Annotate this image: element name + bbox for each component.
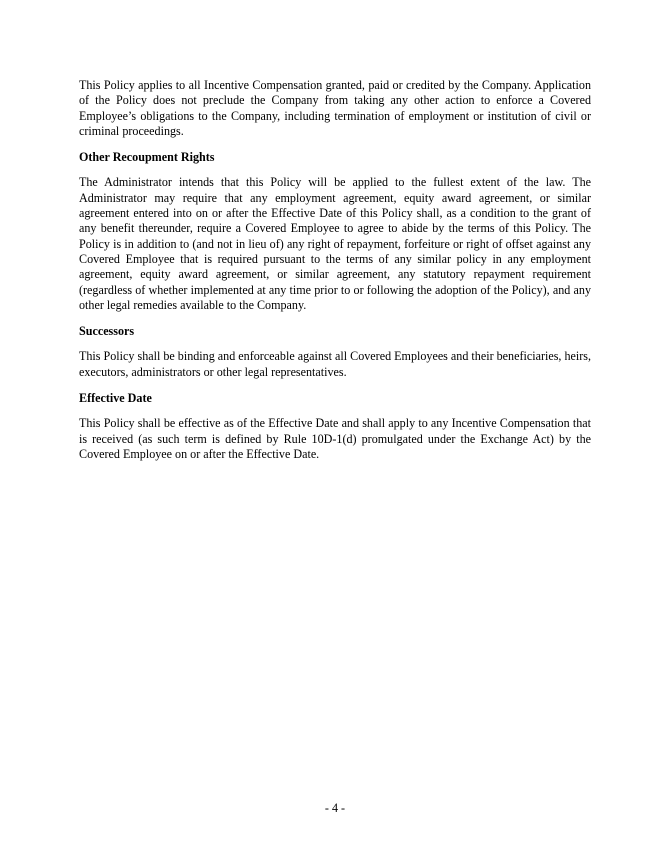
section-body-other-recoupment-rights: The Administrator intends that this Policy will be applied to the fullest extent of the law. The Administrator may require that any employment agreement, equity award agreement, or similar agreement entered into on or after the Effective Date of this Policy shall, as a condition to the grant of any benefit thereunder, require a Covered Employee to agree to abide by the terms of this Policy. The Policy is in addition to (and not in lieu of) any right of repayment, forfeiture or right of offset against any Covered Employee that is required pursuant to the terms of any similar policy in any employment agreement, equity award agreement, or similar agreement, any statutory repayment requirement (regardless of whether implemented at any time prior to or following the adoption of the Policy), and any other legal remedies available to the Company. [79, 175, 591, 312]
document-page [79, 78, 591, 462]
intro-paragraph: This Policy applies to all Incentive Compensation granted, paid or credited by the Company. Application of the Policy does not preclude the Company from taking any other action to enforce a Covered Employee’s obligations to the Company, including termination of employment or institution of civil or criminal proceedings. [79, 78, 591, 138]
section-heading-successors: Successors [79, 323, 135, 338]
page-number: - 4 - [324, 801, 346, 815]
section-heading-other-recoupment-rights: Other Recoupment Rights [79, 149, 215, 164]
section-heading-effective-date: Effective Date [79, 390, 152, 405]
section-body-effective-date: This Policy shall be effective as of the Effective Date and shall apply to any Incentive Compensation that is received (as such term is defined by Rule 10D-1(d) promulgated under the Exchange Act) by the Covered Employee on or after the Effective Date. [79, 416, 591, 461]
section-body-successors: This Policy shall be binding and enforceable against all Covered Employees and their beneficiaries, heirs, executors, administrators or other legal representatives. [79, 349, 591, 379]
